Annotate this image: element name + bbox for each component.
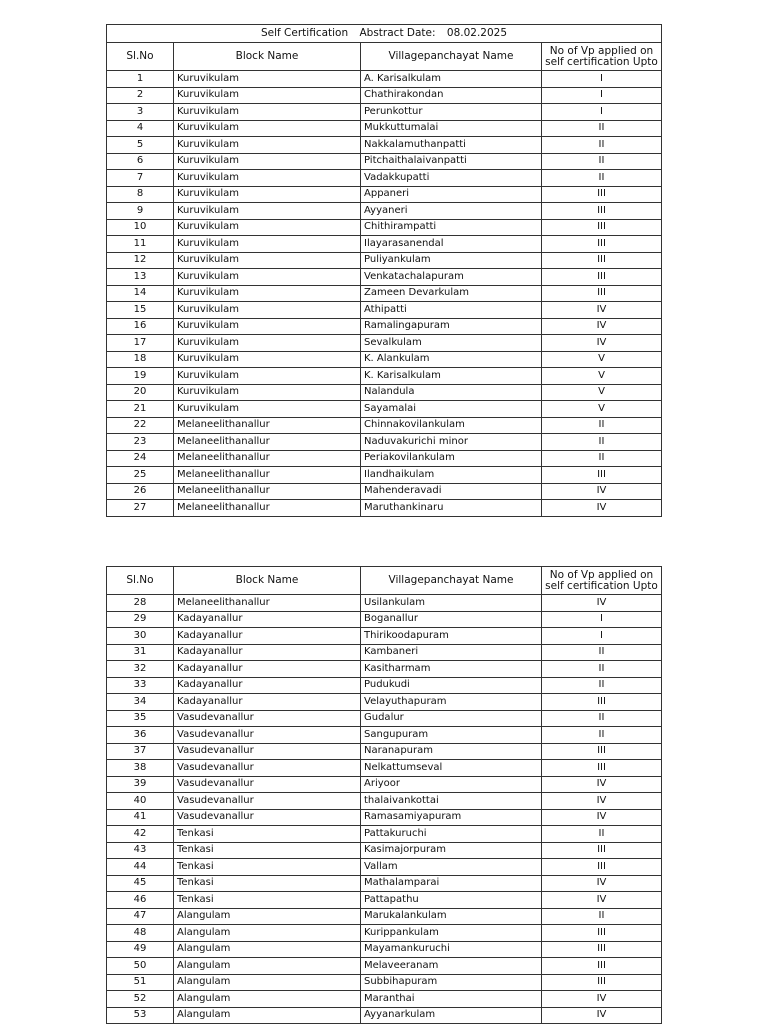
block-name-cell: Tenkasi bbox=[174, 859, 361, 876]
block-name-cell: Alangulam bbox=[174, 958, 361, 975]
sl-no-cell: 38 bbox=[107, 760, 174, 777]
applied-upto-cell: V bbox=[542, 351, 662, 368]
sl-no-cell: 33 bbox=[107, 677, 174, 694]
block-name-cell: Kuruvikulam bbox=[174, 104, 361, 121]
sl-no-cell: 14 bbox=[107, 285, 174, 302]
header-block-name: Block Name bbox=[174, 43, 361, 71]
block-name-cell: Kuruvikulam bbox=[174, 384, 361, 401]
block-name-cell: Kuruvikulam bbox=[174, 87, 361, 104]
sl-no-cell: 37 bbox=[107, 743, 174, 760]
villagepanchayat-name-cell: Nelkattumseval bbox=[361, 760, 542, 777]
villagepanchayat-name-cell: Kasitharmam bbox=[361, 661, 542, 678]
applied-upto-cell: I bbox=[542, 71, 662, 88]
sl-no-cell: 1 bbox=[107, 71, 174, 88]
villagepanchayat-name-cell: Vadakkupatti bbox=[361, 170, 542, 187]
table-row bbox=[107, 71, 662, 88]
sl-no-cell: 22 bbox=[107, 417, 174, 434]
header-vp-applied bbox=[542, 43, 662, 71]
table-row bbox=[107, 434, 662, 451]
table-row bbox=[107, 335, 662, 352]
applied-upto-cell: IV bbox=[542, 318, 662, 335]
header-villagepanchayat-name: Villagepanchayat Name bbox=[361, 43, 542, 71]
villagepanchayat-name-cell: K. Alankulam bbox=[361, 351, 542, 368]
applied-upto-cell: I bbox=[542, 611, 662, 628]
sl-no-cell: 42 bbox=[107, 826, 174, 843]
sl-no-cell: 51 bbox=[107, 974, 174, 991]
sl-no-cell: 23 bbox=[107, 434, 174, 451]
table-row bbox=[107, 875, 662, 892]
applied-upto-cell: II bbox=[542, 153, 662, 170]
block-name-cell: Melaneelithanallur bbox=[174, 500, 361, 517]
table-row bbox=[107, 483, 662, 500]
applied-upto-cell: II bbox=[542, 120, 662, 137]
applied-upto-cell: III bbox=[542, 925, 662, 942]
block-name-cell: Kuruvikulam bbox=[174, 153, 361, 170]
table-row bbox=[107, 760, 662, 777]
sl-no-cell: 25 bbox=[107, 467, 174, 484]
applied-upto-cell: II bbox=[542, 727, 662, 744]
villagepanchayat-name-cell: Ayyaneri bbox=[361, 203, 542, 220]
villagepanchayat-name-cell: Naduvakurichi minor bbox=[361, 434, 542, 451]
block-name-cell: Kadayanallur bbox=[174, 644, 361, 661]
villagepanchayat-name-cell: Subbihapuram bbox=[361, 974, 542, 991]
block-name-cell: Melaneelithanallur bbox=[174, 417, 361, 434]
sl-no-cell: 10 bbox=[107, 219, 174, 236]
block-name-cell: Kuruvikulam bbox=[174, 269, 361, 286]
block-name-cell: Vasudevanallur bbox=[174, 809, 361, 826]
sl-no-cell: 5 bbox=[107, 137, 174, 154]
table-row bbox=[107, 727, 662, 744]
table-row bbox=[107, 170, 662, 187]
villagepanchayat-name-cell: Mayamankuruchi bbox=[361, 941, 542, 958]
sl-no-cell: 17 bbox=[107, 335, 174, 352]
table-row bbox=[107, 318, 662, 335]
table-row bbox=[107, 120, 662, 137]
villagepanchayat-name-cell: Mahenderavadi bbox=[361, 483, 542, 500]
applied-upto-cell: III bbox=[542, 467, 662, 484]
block-name-cell: Alangulam bbox=[174, 925, 361, 942]
villagepanchayat-name-cell: Boganallur bbox=[361, 611, 542, 628]
sl-no-cell: 11 bbox=[107, 236, 174, 253]
villagepanchayat-name-cell: Ayyanarkulam bbox=[361, 1007, 542, 1024]
block-name-cell: Kadayanallur bbox=[174, 611, 361, 628]
applied-upto-cell: III bbox=[542, 236, 662, 253]
block-name-cell: Melaneelithanallur bbox=[174, 434, 361, 451]
applied-upto-cell: II bbox=[542, 826, 662, 843]
sl-no-cell: 12 bbox=[107, 252, 174, 269]
table-row bbox=[107, 236, 662, 253]
villagepanchayat-name-cell: Thirikoodapuram bbox=[361, 628, 542, 645]
table-row bbox=[107, 842, 662, 859]
villagepanchayat-name-cell: Kurippankulam bbox=[361, 925, 542, 942]
sl-no-cell: 6 bbox=[107, 153, 174, 170]
villagepanchayat-name-cell: Mathalamparai bbox=[361, 875, 542, 892]
sl-no-cell: 44 bbox=[107, 859, 174, 876]
sl-no-cell: 26 bbox=[107, 483, 174, 500]
block-name-cell: Kuruvikulam bbox=[174, 302, 361, 319]
villagepanchayat-name-cell: Nalandula bbox=[361, 384, 542, 401]
villagepanchayat-name-cell: Gudalur bbox=[361, 710, 542, 727]
table-row bbox=[107, 401, 662, 418]
villagepanchayat-name-cell: Chinnakovilankulam bbox=[361, 417, 542, 434]
title-row bbox=[107, 25, 662, 43]
applied-upto-cell: IV bbox=[542, 335, 662, 352]
self-certification-table-1 bbox=[106, 24, 662, 517]
block-name-cell: Tenkasi bbox=[174, 826, 361, 843]
block-name-cell: Vasudevanallur bbox=[174, 793, 361, 810]
block-name-cell: Kuruvikulam bbox=[174, 137, 361, 154]
sl-no-cell: 3 bbox=[107, 104, 174, 121]
header-sl-no: Sl.No bbox=[107, 567, 174, 595]
villagepanchayat-name-cell: Pattakuruchi bbox=[361, 826, 542, 843]
block-name-cell: Kuruvikulam bbox=[174, 120, 361, 137]
table-row bbox=[107, 186, 662, 203]
column-header-row bbox=[107, 43, 662, 71]
block-name-cell: Kadayanallur bbox=[174, 694, 361, 711]
sl-no-cell: 50 bbox=[107, 958, 174, 975]
villagepanchayat-name-cell: Nakkalamuthanpatti bbox=[361, 137, 542, 154]
sl-no-cell: 30 bbox=[107, 628, 174, 645]
applied-upto-cell: IV bbox=[542, 991, 662, 1008]
block-name-cell: Vasudevanallur bbox=[174, 743, 361, 760]
header-vp-applied bbox=[542, 567, 662, 595]
applied-upto-cell: III bbox=[542, 203, 662, 220]
villagepanchayat-name-cell: Periakovilankulam bbox=[361, 450, 542, 467]
block-name-cell: Tenkasi bbox=[174, 875, 361, 892]
sl-no-cell: 45 bbox=[107, 875, 174, 892]
sl-no-cell: 13 bbox=[107, 269, 174, 286]
table-row bbox=[107, 595, 662, 612]
villagepanchayat-name-cell: Velayuthapuram bbox=[361, 694, 542, 711]
abstract-date-label: Abstract Date: bbox=[359, 27, 436, 40]
sl-no-cell: 27 bbox=[107, 500, 174, 517]
block-name-cell: Melaneelithanallur bbox=[174, 595, 361, 612]
villagepanchayat-name-cell: Sevalkulam bbox=[361, 335, 542, 352]
header-villagepanchayat-name: Villagepanchayat Name bbox=[361, 567, 542, 595]
block-name-cell: Kuruvikulam bbox=[174, 368, 361, 385]
table-row bbox=[107, 644, 662, 661]
self-certification-table-2 bbox=[106, 566, 662, 1024]
table-row bbox=[107, 661, 662, 678]
applied-upto-cell: I bbox=[542, 628, 662, 645]
table-row bbox=[107, 908, 662, 925]
sl-no-cell: 8 bbox=[107, 186, 174, 203]
table-row bbox=[107, 384, 662, 401]
villagepanchayat-name-cell: K. Karisalkulam bbox=[361, 368, 542, 385]
villagepanchayat-name-cell: Chithirampatti bbox=[361, 219, 542, 236]
block-name-cell: Kadayanallur bbox=[174, 661, 361, 678]
table-row bbox=[107, 694, 662, 711]
table-row bbox=[107, 153, 662, 170]
abstract-date-value: 08.02.2025 bbox=[446, 27, 508, 40]
block-name-cell: Kuruvikulam bbox=[174, 236, 361, 253]
sl-no-cell: 20 bbox=[107, 384, 174, 401]
applied-upto-cell: IV bbox=[542, 302, 662, 319]
header-vp-applied-line1: No of Vp applied on bbox=[549, 569, 654, 581]
villagepanchayat-name-cell: Kasimajorpuram bbox=[361, 842, 542, 859]
table-row bbox=[107, 991, 662, 1008]
table-row bbox=[107, 628, 662, 645]
block-name-cell: Kadayanallur bbox=[174, 677, 361, 694]
block-name-cell: Kuruvikulam bbox=[174, 219, 361, 236]
block-name-cell: Melaneelithanallur bbox=[174, 467, 361, 484]
sl-no-cell: 35 bbox=[107, 710, 174, 727]
table-row bbox=[107, 467, 662, 484]
villagepanchayat-name-cell: Sayamalai bbox=[361, 401, 542, 418]
block-name-cell: Kuruvikulam bbox=[174, 285, 361, 302]
table-row bbox=[107, 974, 662, 991]
header-vp-applied-line2: self certification Upto bbox=[545, 579, 658, 592]
villagepanchayat-name-cell: Puliyankulam bbox=[361, 252, 542, 269]
header-vp-applied-line2: self certification Upto bbox=[545, 55, 658, 68]
sl-no-cell: 48 bbox=[107, 925, 174, 942]
villagepanchayat-name-cell: Ilandhaikulam bbox=[361, 467, 542, 484]
table-row bbox=[107, 351, 662, 368]
applied-upto-cell: IV bbox=[542, 875, 662, 892]
sl-no-cell: 19 bbox=[107, 368, 174, 385]
block-name-cell: Vasudevanallur bbox=[174, 760, 361, 777]
block-name-cell: Vasudevanallur bbox=[174, 727, 361, 744]
applied-upto-cell: III bbox=[542, 760, 662, 777]
applied-upto-cell: I bbox=[542, 104, 662, 121]
applied-upto-cell: II bbox=[542, 661, 662, 678]
block-name-cell: Alangulam bbox=[174, 974, 361, 991]
sl-no-cell: 43 bbox=[107, 842, 174, 859]
applied-upto-cell: III bbox=[542, 958, 662, 975]
block-name-cell: Kuruvikulam bbox=[174, 252, 361, 269]
block-name-cell: Alangulam bbox=[174, 908, 361, 925]
sl-no-cell: 36 bbox=[107, 727, 174, 744]
villagepanchayat-name-cell: Vallam bbox=[361, 859, 542, 876]
applied-upto-cell: III bbox=[542, 252, 662, 269]
block-name-cell: Tenkasi bbox=[174, 892, 361, 909]
block-name-cell: Kuruvikulam bbox=[174, 203, 361, 220]
sl-no-cell: 29 bbox=[107, 611, 174, 628]
applied-upto-cell: II bbox=[542, 450, 662, 467]
villagepanchayat-name-cell: Chathirakondan bbox=[361, 87, 542, 104]
applied-upto-cell: III bbox=[542, 269, 662, 286]
table-row bbox=[107, 1007, 662, 1024]
villagepanchayat-name-cell: Maruthankinaru bbox=[361, 500, 542, 517]
sl-no-cell: 16 bbox=[107, 318, 174, 335]
table-row bbox=[107, 417, 662, 434]
applied-upto-cell: IV bbox=[542, 1007, 662, 1024]
table-row bbox=[107, 892, 662, 909]
villagepanchayat-name-cell: Ramalingapuram bbox=[361, 318, 542, 335]
sl-no-cell: 24 bbox=[107, 450, 174, 467]
block-name-cell: Kuruvikulam bbox=[174, 71, 361, 88]
sl-no-cell: 34 bbox=[107, 694, 174, 711]
column-header-row bbox=[107, 567, 662, 595]
sl-no-cell: 31 bbox=[107, 644, 174, 661]
header-vp-applied-line1: No of Vp applied on bbox=[549, 45, 654, 57]
villagepanchayat-name-cell: Ramasamiyapuram bbox=[361, 809, 542, 826]
applied-upto-cell: III bbox=[542, 743, 662, 760]
block-name-cell: Melaneelithanallur bbox=[174, 450, 361, 467]
sl-no-cell: 15 bbox=[107, 302, 174, 319]
villagepanchayat-name-cell: Perunkottur bbox=[361, 104, 542, 121]
table-row bbox=[107, 677, 662, 694]
applied-upto-cell: V bbox=[542, 368, 662, 385]
table-row bbox=[107, 269, 662, 286]
villagepanchayat-name-cell: Zameen Devarkulam bbox=[361, 285, 542, 302]
sl-no-cell: 9 bbox=[107, 203, 174, 220]
block-name-cell: Kuruvikulam bbox=[174, 170, 361, 187]
sl-no-cell: 4 bbox=[107, 120, 174, 137]
table-row bbox=[107, 793, 662, 810]
villagepanchayat-name-cell: Mukkuttumalai bbox=[361, 120, 542, 137]
applied-upto-cell: II bbox=[542, 170, 662, 187]
block-name-cell: Alangulam bbox=[174, 941, 361, 958]
block-name-cell: Vasudevanallur bbox=[174, 710, 361, 727]
block-name-cell: Vasudevanallur bbox=[174, 776, 361, 793]
block-name-cell: Kuruvikulam bbox=[174, 318, 361, 335]
applied-upto-cell: IV bbox=[542, 892, 662, 909]
sl-no-cell: 21 bbox=[107, 401, 174, 418]
villagepanchayat-name-cell: Ariyoor bbox=[361, 776, 542, 793]
table-row bbox=[107, 500, 662, 517]
table-row bbox=[107, 826, 662, 843]
table-row bbox=[107, 941, 662, 958]
applied-upto-cell: I bbox=[542, 87, 662, 104]
applied-upto-cell: II bbox=[542, 137, 662, 154]
villagepanchayat-name-cell: Maranthai bbox=[361, 991, 542, 1008]
villagepanchayat-name-cell: A. Karisalkulam bbox=[361, 71, 542, 88]
table-row bbox=[107, 450, 662, 467]
applied-upto-cell: IV bbox=[542, 483, 662, 500]
villagepanchayat-name-cell: Venkatachalapuram bbox=[361, 269, 542, 286]
applied-upto-cell: III bbox=[542, 974, 662, 991]
sl-no-cell: 18 bbox=[107, 351, 174, 368]
sl-no-cell: 52 bbox=[107, 991, 174, 1008]
block-name-cell: Kuruvikulam bbox=[174, 351, 361, 368]
villagepanchayat-name-cell: Marukalankulam bbox=[361, 908, 542, 925]
villagepanchayat-name-cell: Sangupuram bbox=[361, 727, 542, 744]
applied-upto-cell: II bbox=[542, 644, 662, 661]
applied-upto-cell: III bbox=[542, 694, 662, 711]
villagepanchayat-name-cell: Athipatti bbox=[361, 302, 542, 319]
table-row bbox=[107, 958, 662, 975]
table-row bbox=[107, 611, 662, 628]
villagepanchayat-name-cell: thalaivankottai bbox=[361, 793, 542, 810]
applied-upto-cell: IV bbox=[542, 595, 662, 612]
sl-no-cell: 7 bbox=[107, 170, 174, 187]
applied-upto-cell: II bbox=[542, 677, 662, 694]
villagepanchayat-name-cell: Melaveeranam bbox=[361, 958, 542, 975]
applied-upto-cell: III bbox=[542, 842, 662, 859]
applied-upto-cell: IV bbox=[542, 500, 662, 517]
applied-upto-cell: III bbox=[542, 941, 662, 958]
block-name-cell: Kadayanallur bbox=[174, 628, 361, 645]
table-row bbox=[107, 285, 662, 302]
villagepanchayat-name-cell: Pitchaithalaivanpatti bbox=[361, 153, 542, 170]
table-row bbox=[107, 368, 662, 385]
applied-upto-cell: IV bbox=[542, 809, 662, 826]
applied-upto-cell: V bbox=[542, 384, 662, 401]
table-row bbox=[107, 203, 662, 220]
sl-no-cell: 49 bbox=[107, 941, 174, 958]
applied-upto-cell: IV bbox=[542, 776, 662, 793]
villagepanchayat-name-cell: Naranapuram bbox=[361, 743, 542, 760]
table-row bbox=[107, 776, 662, 793]
header-sl-no: Sl.No bbox=[107, 43, 174, 71]
applied-upto-cell: II bbox=[542, 908, 662, 925]
table-row bbox=[107, 252, 662, 269]
applied-upto-cell: IV bbox=[542, 793, 662, 810]
villagepanchayat-name-cell: Appaneri bbox=[361, 186, 542, 203]
villagepanchayat-name-cell: Kambaneri bbox=[361, 644, 542, 661]
block-name-cell: Kuruvikulam bbox=[174, 335, 361, 352]
table-row bbox=[107, 137, 662, 154]
block-name-cell: Tenkasi bbox=[174, 842, 361, 859]
table-row bbox=[107, 859, 662, 876]
sl-no-cell: 40 bbox=[107, 793, 174, 810]
applied-upto-cell: II bbox=[542, 434, 662, 451]
applied-upto-cell: V bbox=[542, 401, 662, 418]
table-row bbox=[107, 743, 662, 760]
villagepanchayat-name-cell: Pudukudi bbox=[361, 677, 542, 694]
block-name-cell: Melaneelithanallur bbox=[174, 483, 361, 500]
sl-no-cell: 32 bbox=[107, 661, 174, 678]
block-name-cell: Kuruvikulam bbox=[174, 401, 361, 418]
block-name-cell: Alangulam bbox=[174, 991, 361, 1008]
table-row bbox=[107, 809, 662, 826]
villagepanchayat-name-cell: Ilayarasanendal bbox=[361, 236, 542, 253]
sl-no-cell: 46 bbox=[107, 892, 174, 909]
sl-no-cell: 2 bbox=[107, 87, 174, 104]
sl-no-cell: 28 bbox=[107, 595, 174, 612]
table-row bbox=[107, 710, 662, 727]
table-row bbox=[107, 104, 662, 121]
sl-no-cell: 39 bbox=[107, 776, 174, 793]
applied-upto-cell: III bbox=[542, 859, 662, 876]
document-title bbox=[107, 25, 662, 43]
sl-no-cell: 41 bbox=[107, 809, 174, 826]
sl-no-cell: 53 bbox=[107, 1007, 174, 1024]
table-row bbox=[107, 925, 662, 942]
applied-upto-cell: II bbox=[542, 710, 662, 727]
applied-upto-cell: III bbox=[542, 186, 662, 203]
block-name-cell: Kuruvikulam bbox=[174, 186, 361, 203]
villagepanchayat-name-cell: Pattapathu bbox=[361, 892, 542, 909]
applied-upto-cell: III bbox=[542, 285, 662, 302]
applied-upto-cell: III bbox=[542, 219, 662, 236]
header-block-name: Block Name bbox=[174, 567, 361, 595]
title-heading: Self Certification bbox=[260, 27, 349, 40]
villagepanchayat-name-cell: Usilankulam bbox=[361, 595, 542, 612]
table-row bbox=[107, 302, 662, 319]
block-name-cell: Alangulam bbox=[174, 1007, 361, 1024]
table-row bbox=[107, 87, 662, 104]
table-row bbox=[107, 219, 662, 236]
applied-upto-cell: II bbox=[542, 417, 662, 434]
sl-no-cell: 47 bbox=[107, 908, 174, 925]
